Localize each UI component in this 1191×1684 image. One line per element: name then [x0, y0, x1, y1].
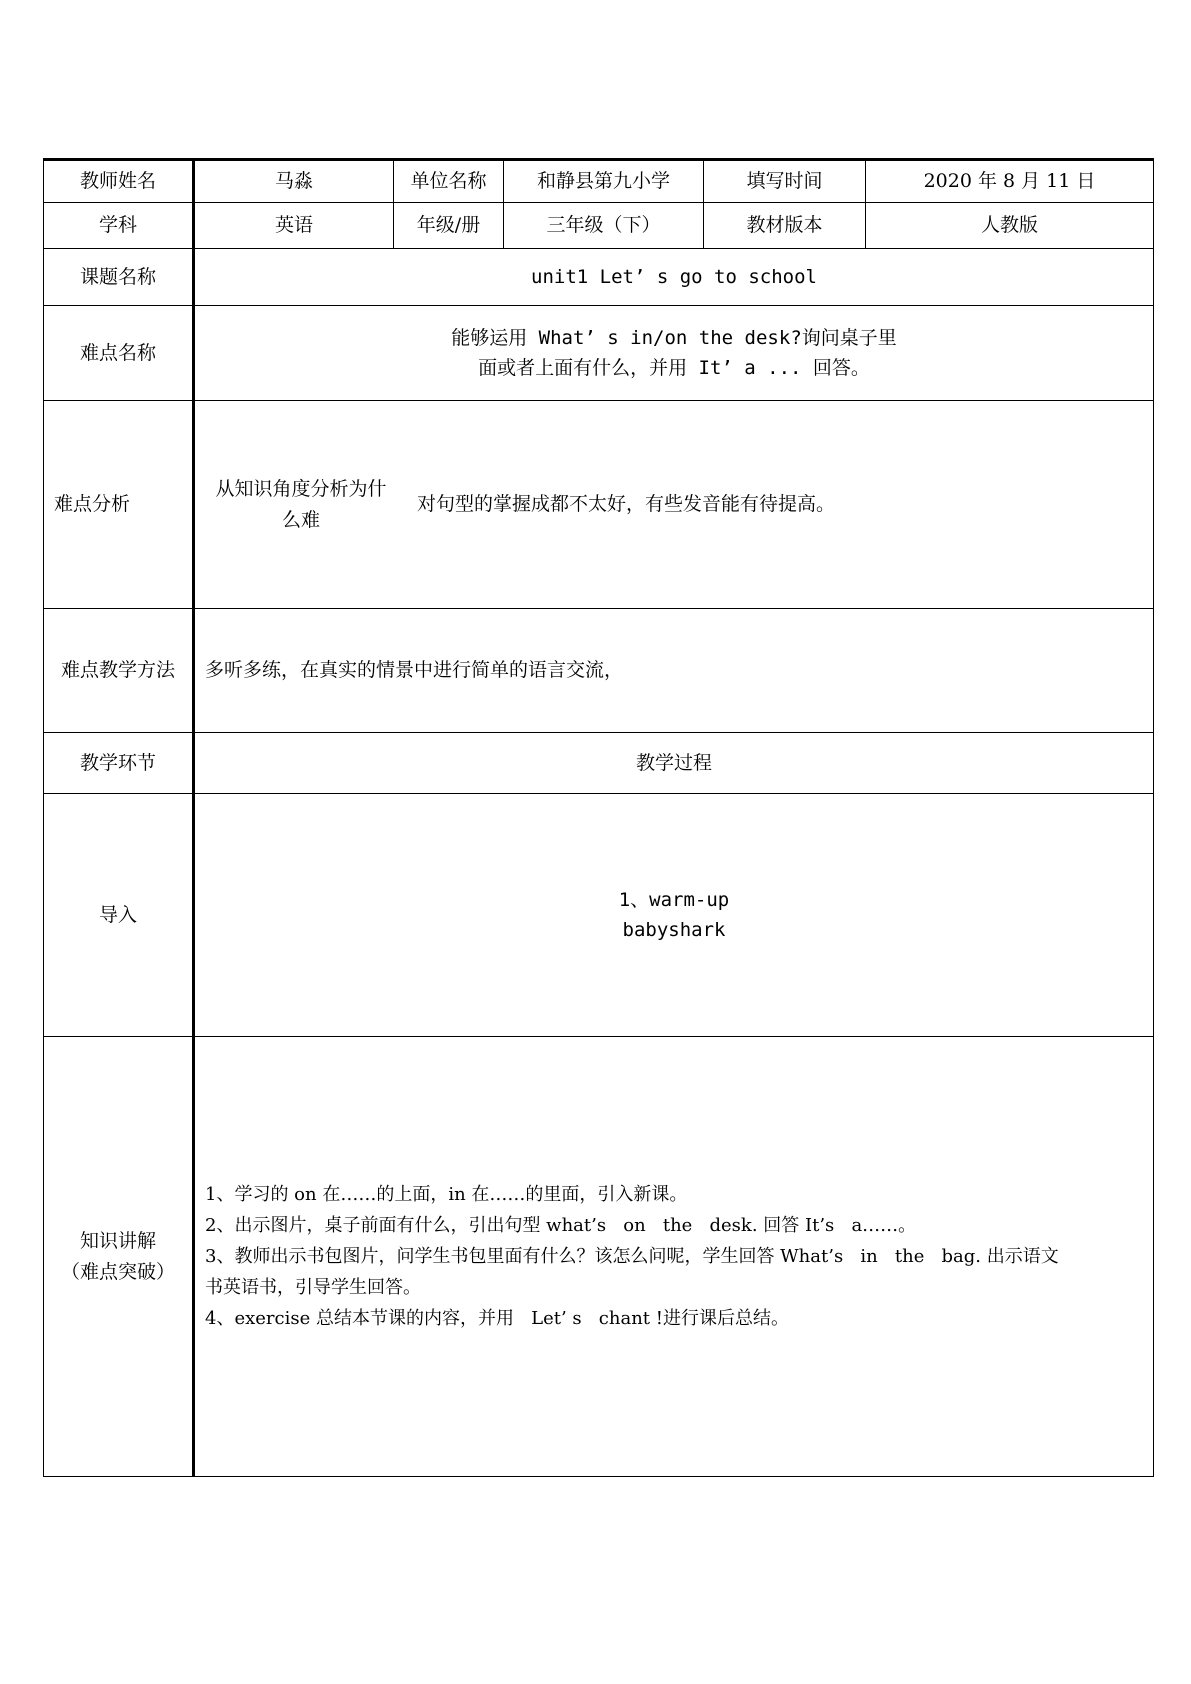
- unit-value: 和静县第九小学: [504, 160, 704, 203]
- subject-label: 学科: [44, 203, 194, 249]
- topic-label: 课题名称: [44, 249, 194, 306]
- method-label: 难点教学方法: [44, 609, 194, 733]
- knowledge-row: [44, 1037, 1154, 1477]
- difficulty-line-1: 能够运用 What’ s in/on the desk?询问桌子里: [451, 326, 897, 349]
- difficulty-label: 难点名称: [44, 306, 194, 401]
- process-header-label: 教学环节: [44, 733, 194, 794]
- difficulty-value: [194, 306, 1154, 401]
- grade-label: 年级/册: [394, 203, 504, 249]
- header-row-2: [44, 203, 1154, 249]
- intro-label: 导入: [44, 794, 194, 1037]
- difficulty-line-2: 面或者上面有什么，并用 It’ a ... 回答。: [478, 357, 870, 379]
- method-row: [44, 609, 1154, 733]
- knowledge-label-line-1: 知识讲解: [79, 1230, 156, 1253]
- header-row-1: [44, 160, 1154, 203]
- knowledge-step-3: 3、教师出示书包图片，问学生书包里面有什么？该怎么问呢，学生回答 What’s in the bag. 出示语文: [205, 1246, 1059, 1267]
- lesson-plan-table: [43, 158, 1154, 1477]
- knowledge-step-4: 4、exercise 总结本节课的内容，并用 Let’ s chant !进行课后总结。: [205, 1308, 789, 1329]
- process-header-row: [44, 733, 1154, 794]
- lesson-plan-sheet: [43, 158, 1153, 1477]
- analysis-row: [44, 401, 1154, 609]
- teacher-value: 马淼: [194, 160, 394, 203]
- knowledge-steps: [194, 1037, 1154, 1477]
- topic-value: unit1 Let’ s go to school: [194, 249, 1154, 306]
- date-label: 填写时间: [704, 160, 866, 203]
- knowledge-step-1: 1、学习的 on 在……的上面，in 在……的里面，引入新课。: [205, 1184, 688, 1205]
- topic-row: [44, 249, 1154, 306]
- subject-value: 英语: [194, 203, 394, 249]
- intro-line-1: 1、warm-up: [618, 888, 730, 911]
- knowledge-label-line-2: （难点突破）: [60, 1260, 175, 1283]
- analysis-cell: [194, 401, 1154, 609]
- textbook-label: 教材版本: [704, 203, 866, 249]
- intro-value: [194, 794, 1154, 1037]
- grade-value: 三年级（下）: [504, 203, 704, 249]
- date-value: 2020 年 8 月 11 日: [866, 160, 1154, 203]
- unit-label: 单位名称: [394, 160, 504, 203]
- analysis-value: 对句型的掌握成都不太好，有些发音能有待提高。: [417, 493, 836, 516]
- knowledge-label: [44, 1037, 194, 1477]
- process-header-value: 教学过程: [194, 733, 1154, 794]
- textbook-value: 人教版: [866, 203, 1154, 249]
- knowledge-step-3-cont: 书英语书，引导学生回答。: [205, 1277, 421, 1298]
- analysis-sub-label: 从知识角度分析为什么难: [215, 478, 387, 531]
- intro-line-2: babyshark: [622, 919, 726, 941]
- teacher-label: 教师姓名: [44, 160, 194, 203]
- knowledge-step-2: 2、出示图片，桌子前面有什么，引出句型 what’s on the desk. 回答 It’s a……。: [205, 1215, 917, 1236]
- difficulty-row: [44, 306, 1154, 401]
- method-value: 多听多练，在真实的情景中进行简单的语言交流，: [194, 609, 1154, 733]
- intro-row: [44, 794, 1154, 1037]
- analysis-label: 难点分析: [44, 401, 194, 609]
